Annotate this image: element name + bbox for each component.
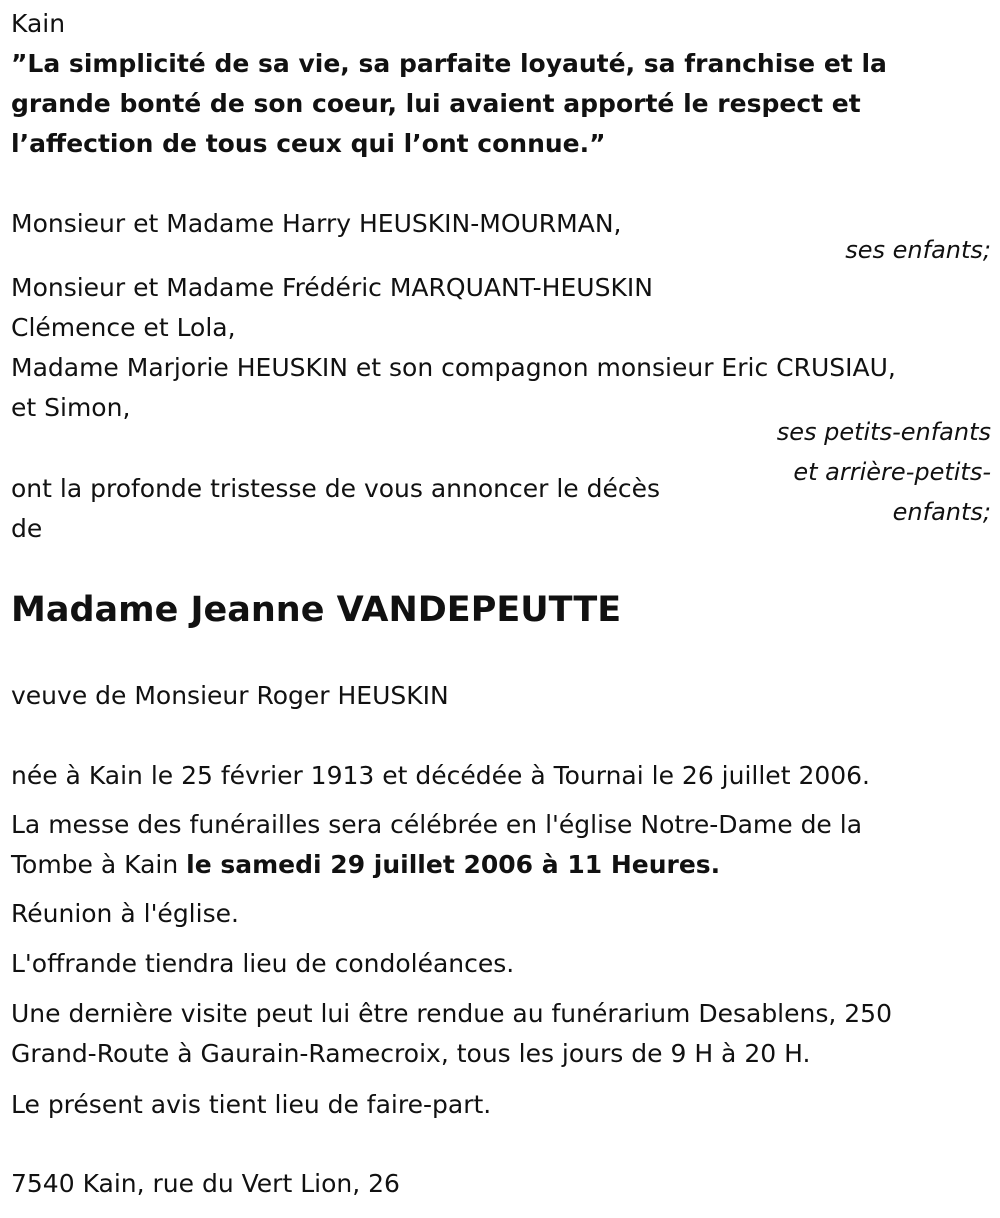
family-line-5: et Simon, <box>11 393 131 422</box>
funeral-mass-datetime: le samedi 29 juillet 2006 à 11 Heures. <box>186 850 721 879</box>
role-grandchildren-b: et arrière-petits- <box>793 458 991 486</box>
notice-line: Le présent avis tient lieu de faire-part. <box>11 1090 492 1119</box>
visit-line-1: Une dernière visite peut lui être rendue au funérarium Desablens, 250 <box>11 999 892 1028</box>
widow-of: veuve de Monsieur Roger HEUSKIN <box>11 681 449 710</box>
meeting-line: Réunion à l'église. <box>11 899 239 928</box>
funeral-mass-line-1: La messe des funérailles sera célébrée en l'église Notre-Dame de la <box>11 810 863 839</box>
funeral-mass-location: Tombe à Kain <box>11 850 187 879</box>
role-children: ses enfants; <box>845 236 991 264</box>
funeral-mass-line-2 <box>11 845 720 885</box>
family-line-1: Monsieur et Madame Harry HEUSKIN-MOURMAN, <box>11 209 622 238</box>
address-line: 7540 Kain, rue du Vert Lion, 26 <box>11 1169 400 1198</box>
role-grandchildren-a: ses petits-enfants <box>776 418 991 446</box>
announcement-line-2: de <box>11 514 43 543</box>
birth-death-line: née à Kain le 25 février 1913 et décédée à Tournai le 26 juillet 2006. <box>11 761 871 790</box>
location-heading: Kain <box>11 9 66 38</box>
family-line-4: Madame Marjorie HEUSKIN et son compagnon monsieur Eric CRUSIAU, <box>11 353 896 382</box>
family-line-3: Clémence et Lola, <box>11 313 236 342</box>
memorial-quote: ”La simplicité de sa vie, sa parfaite loyauté, sa franchise et la grande bonté de son coeur, lui avaient apporté le respect et l’affection de tous ceux qui l’ont connue.” <box>11 49 887 158</box>
role-grandchildren-c: enfants; <box>892 498 991 526</box>
announcement-line-1: ont la profonde tristesse de vous annoncer le décès <box>11 474 661 503</box>
visit-line-2: Grand-Route à Gaurain-Ramecroix, tous les jours de 9 H à 20 H. <box>11 1039 811 1068</box>
offering-line: L'offrande tiendra lieu de condoléances. <box>11 949 515 978</box>
deceased-name: Madame Jeanne VANDEPEUTTE <box>11 590 622 630</box>
family-line-2: Monsieur et Madame Frédéric MARQUANT-HEUSKIN <box>11 273 653 302</box>
